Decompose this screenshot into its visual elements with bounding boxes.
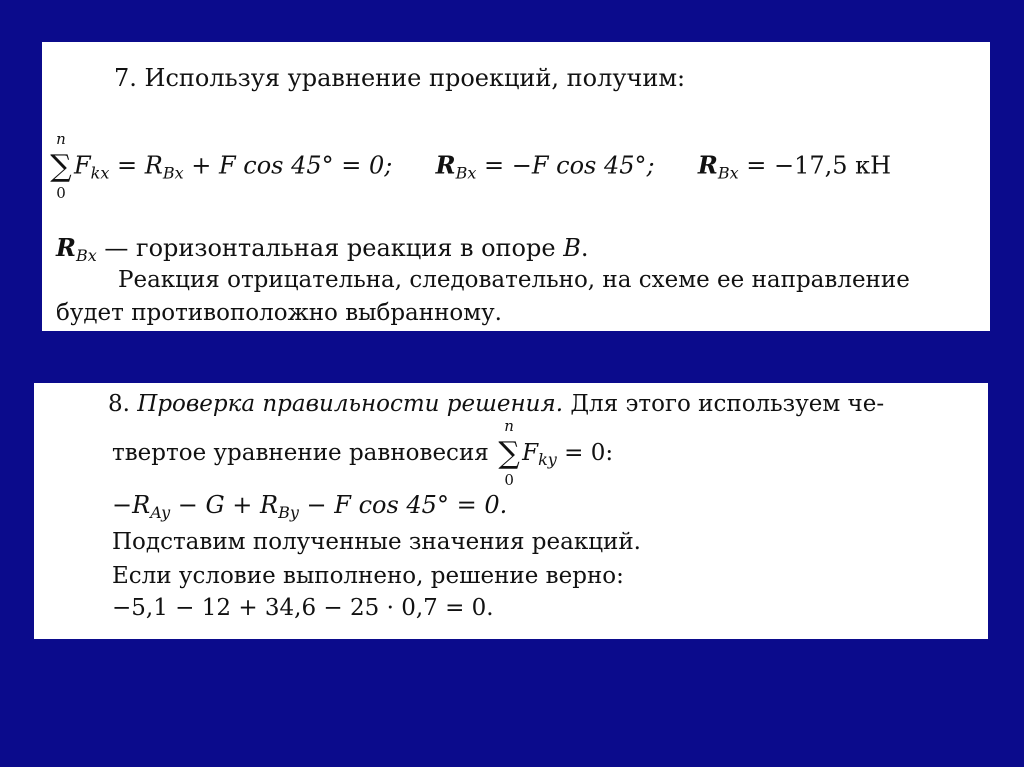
step7-paragraph-line1: Реакция отрицательна, следовательно, на схеме ее направление	[118, 267, 910, 293]
step7-panel	[42, 42, 990, 331]
reaction-rbx: R	[435, 150, 456, 180]
step8-equation: $-R_{Ay} - G + R_{By} - F$ cos 45° = 0.	[112, 491, 508, 522]
step7-equation-line: n ∑ 0 $F_{kx} = R_{Bx} + F$ cos 45° = 0; $R_{Bx} = -F$ cos 45°; $R_{Bx} = -17,5$ кН	[48, 152, 891, 182]
step8-line5: Если условие выполнено, решение верно:	[112, 563, 624, 589]
step7-definition: $R_{Bx}$ — горизонтальная реакция в опоре B.	[56, 233, 589, 265]
step8-line1: 8. Проверка правильности решения. Для этого используем че-	[108, 391, 885, 417]
step8-title: Проверка правильности решения.	[137, 391, 564, 417]
sum-symbol-2: n ∑ 0	[498, 417, 520, 489]
step8-line4: Подставим полученные значения реакций.	[112, 529, 641, 555]
step7-paragraph-line2: будет противоположно выбранному.	[56, 300, 502, 326]
step7-heading: 7. Используя уравнение проекций, получим:	[114, 64, 686, 92]
step8-panel	[34, 383, 988, 639]
sum-symbol: n ∑ 0	[50, 130, 72, 202]
step8-line6: −5,1 − 12 + 34,6 − 25 · 0,7 = 0.	[112, 595, 494, 621]
equation-3-rest: = −17,5 кН	[738, 151, 892, 180]
force-f: F	[74, 151, 91, 180]
reaction-rbx-value: R	[697, 150, 718, 180]
step8-line2: твертое уравнение равновесия n ∑ 0 $F_{ky} = 0$:	[112, 417, 614, 489]
equation-1-rest: + F cos 45° = 0;	[183, 151, 393, 180]
equation-2-rest: = −F cos 45°;	[476, 151, 655, 180]
